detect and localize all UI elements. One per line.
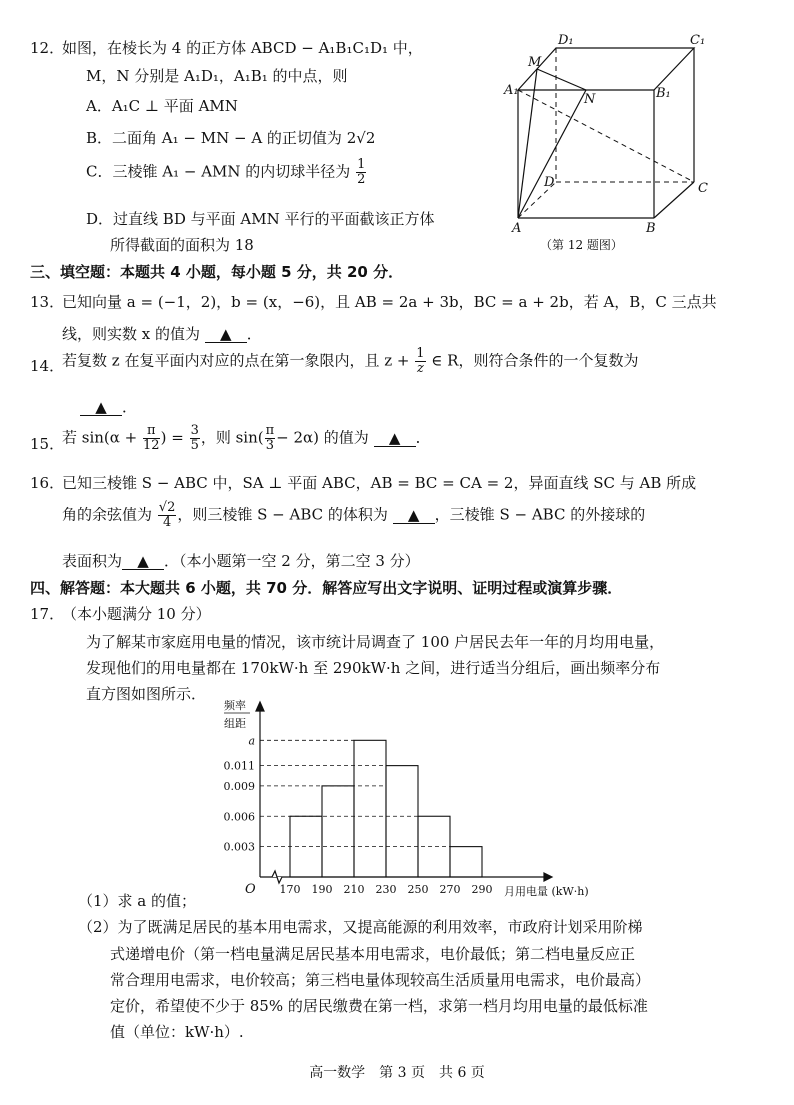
q16-line2-post: ，三棱锥 S − ABC 的外接球的	[434, 505, 646, 524]
frac-den: z	[416, 361, 424, 376]
x-axis-arrow	[544, 873, 552, 881]
q12-option-c-fraction	[356, 158, 366, 187]
q14-number: 14．	[30, 357, 65, 375]
label-A1: A₁	[504, 83, 519, 98]
y-tick-label: 0.011	[223, 759, 255, 773]
label-C: C	[698, 181, 708, 196]
label-D: D	[544, 175, 555, 190]
q16-line1: 已知三棱锥 S − ABC 中，SA ⊥ 平面 ABC，AB = BC = CA = 2，异面直线 SC 与 AB 所成	[62, 474, 697, 492]
section4-heading: 四、解答题：本大题共 6 小题，共 70 分．解答应写出文字说明、证明过程或演算步骤．	[30, 579, 623, 597]
label-M: M	[528, 55, 542, 70]
q16-line2	[62, 501, 645, 530]
y-tick-label: 0.006	[223, 810, 255, 824]
q15-end: ．	[415, 428, 431, 447]
q14-line2	[80, 396, 137, 417]
label-N: N	[584, 92, 596, 107]
q12-option-b-value: 2√2	[346, 129, 376, 147]
q16-answer-blank-1: ▲	[393, 507, 435, 524]
q13-end: ．	[246, 325, 262, 343]
q15-fraction-1	[143, 424, 160, 453]
q15-line	[62, 424, 431, 453]
histogram-bar	[354, 740, 386, 877]
cube-figure	[500, 30, 720, 260]
x-tick-label: 210	[343, 883, 365, 896]
q16-line3-pre: 表面积为	[62, 552, 123, 570]
frac-den: 12	[143, 438, 160, 453]
histogram-bar	[386, 766, 418, 877]
q12-option-b-text: B．二面角 A₁ − MN − A 的正切值为	[86, 129, 342, 147]
y-label-bottom: 组距	[224, 717, 246, 730]
label-D1: D₁	[558, 33, 574, 48]
frac-den: 4	[162, 515, 172, 530]
q13-number: 13．	[30, 293, 65, 311]
y-tick-label: 0.009	[223, 779, 255, 793]
q13-line1: 已知向量 a = (−1，2)，b = (x，−6)，且 AB = 2a + 3b，BC = a + 2b，若 A，B，C 三点共	[62, 293, 717, 311]
q15-fraction-3	[265, 424, 276, 453]
q17-sub1: （1）求 a 的值；	[78, 892, 197, 910]
q14-line1	[62, 347, 638, 376]
q14-line1-pre: 若复数 z 在复平面内对应的点在第一象限内，且 z +	[62, 351, 410, 370]
q17-sub2-line2: 式递增电价（第一档电量满足居民基本用电需求，电价最低；第二档电量反应正	[110, 945, 636, 963]
q12-stem-line2: M，N 分别是 A₁D₁，A₁B₁ 的中点，则	[86, 67, 348, 85]
q17-para1: 为了解某市家庭用电量的情况，该市统计局调查了 100 户居民去年一年的月均用电量，	[86, 633, 665, 651]
q17-para2: 发现他们的用电量都在 170kW·h 至 290kW·h 之间，进行适当分组后，画出频率分布	[86, 659, 661, 677]
frac-den: 2	[357, 172, 366, 187]
y-label-top: 频率	[224, 699, 246, 712]
origin-label: O	[245, 882, 256, 897]
figure-caption: （第 12 题图）	[540, 238, 623, 252]
axis-break	[272, 871, 282, 883]
q17-para3: 直方图如图所示．	[86, 685, 207, 703]
q16-answer-blank-2: ▲	[122, 553, 164, 570]
q17-sub2-line4: 定价，希望使不少于 85% 的居民缴费在第一档，求第一档月均用电量的最低标准	[110, 997, 648, 1015]
q15-pre: 若 sin(α +	[62, 428, 138, 447]
q12-option-d-line2: 所得截面的面积为 18	[110, 236, 254, 254]
q16-line2-mid: ，则三棱锥 S − ABC 的体积为	[177, 505, 388, 524]
q16-line2-pre: 角的余弦值为	[62, 505, 153, 524]
q17-sub2-line1: （2）为了既满足居民的基本用电需求，又提高能源的利用效率，市政府计划采用阶梯	[78, 918, 643, 936]
label-B1: B₁	[656, 86, 671, 101]
q12-option-b	[86, 127, 375, 148]
q12-option-c-text: C．三棱锥 A₁ − AMN 的内切球半径为	[86, 162, 351, 181]
q15-answer-blank: ▲	[374, 430, 416, 447]
y-tick-label: a	[248, 734, 255, 748]
label-B: B	[646, 221, 656, 236]
x-tick-label: 190	[311, 883, 333, 896]
q12-stem-line1: 如图，在棱长为 4 的正方体 ABCD − A₁B₁C₁D₁ 中，	[62, 39, 423, 57]
x-axis-label: 月用电量 (kW·h)	[504, 885, 589, 898]
q14-line1-post: ∈ R，则符合条件的一个复数为	[431, 351, 639, 370]
frac-den: 5	[190, 438, 199, 453]
q13-line2	[62, 323, 262, 344]
label-C1: C₁	[690, 33, 706, 48]
q15-number: 15．	[30, 435, 65, 453]
q15-mid1: ) =	[160, 428, 184, 447]
segment-MN	[537, 69, 586, 90]
q12-option-c	[86, 158, 367, 187]
frac-num: √2	[158, 500, 176, 515]
frac-num: 3	[190, 423, 199, 438]
q14-fraction	[415, 347, 425, 376]
q17-score-note: （本小题满分 10 分）	[62, 605, 211, 623]
frac-num: 1	[416, 346, 425, 361]
histogram-bar	[322, 786, 354, 877]
q13-line2-text: 线，则实数 x 的值为	[62, 325, 200, 343]
q12-option-a: A．A₁C ⊥ 平面 AMN	[86, 97, 238, 115]
q12-number: 12．	[30, 39, 65, 57]
section3-heading: 三、填空题：本题共 4 小题，每小题 5 分，共 20 分．	[30, 263, 404, 281]
q12-option-d-line1: D．过直线 BD 与平面 AMN 平行的平面截该正方体	[86, 210, 435, 228]
q14-answer-blank: ▲	[80, 399, 122, 416]
q16-line3-post: ．（本小题第一空 2 分，第二空 3 分）	[164, 552, 420, 570]
label-A: A	[512, 221, 522, 236]
q17-sub2-line5: 值（单位：kW·h）.	[110, 1023, 244, 1041]
q15-fraction-2	[190, 424, 200, 453]
x-tick-label: 270	[439, 883, 461, 896]
edge-BC	[654, 182, 694, 218]
q15-mid2: ，则 sin(	[200, 428, 264, 447]
q16-number: 16．	[30, 474, 65, 492]
y-axis-arrow	[256, 702, 264, 711]
x-tick-label: 170	[279, 883, 301, 896]
q17-number: 17．	[30, 605, 65, 623]
q14-end: ．	[122, 398, 138, 416]
histogram-bar	[450, 847, 482, 877]
y-tick-label: 0.003	[223, 840, 255, 854]
frequency-histogram	[200, 697, 620, 909]
q17-sub2-line3: 常合理用电需求，电价较高；第三档电量体现较高生活质量用电需求，电价最高）	[110, 971, 651, 989]
frac-num: π	[265, 423, 275, 438]
x-tick-label: 250	[407, 883, 429, 896]
x-tick-label: 230	[375, 883, 397, 896]
frac-num: π	[143, 424, 160, 439]
segment-AN	[518, 90, 586, 218]
q16-line3	[62, 550, 420, 571]
q15-post: − 2α) 的值为	[276, 428, 369, 447]
page-footer: 高一数学 第 3 页 共 6 页	[309, 1065, 485, 1081]
q16-fraction	[158, 501, 177, 530]
frac-num: 1	[357, 157, 366, 172]
frac-den: 3	[265, 438, 275, 453]
x-tick-label: 290	[471, 883, 493, 896]
cube-top-face	[518, 48, 694, 90]
q13-answer-blank: ▲	[205, 326, 247, 343]
